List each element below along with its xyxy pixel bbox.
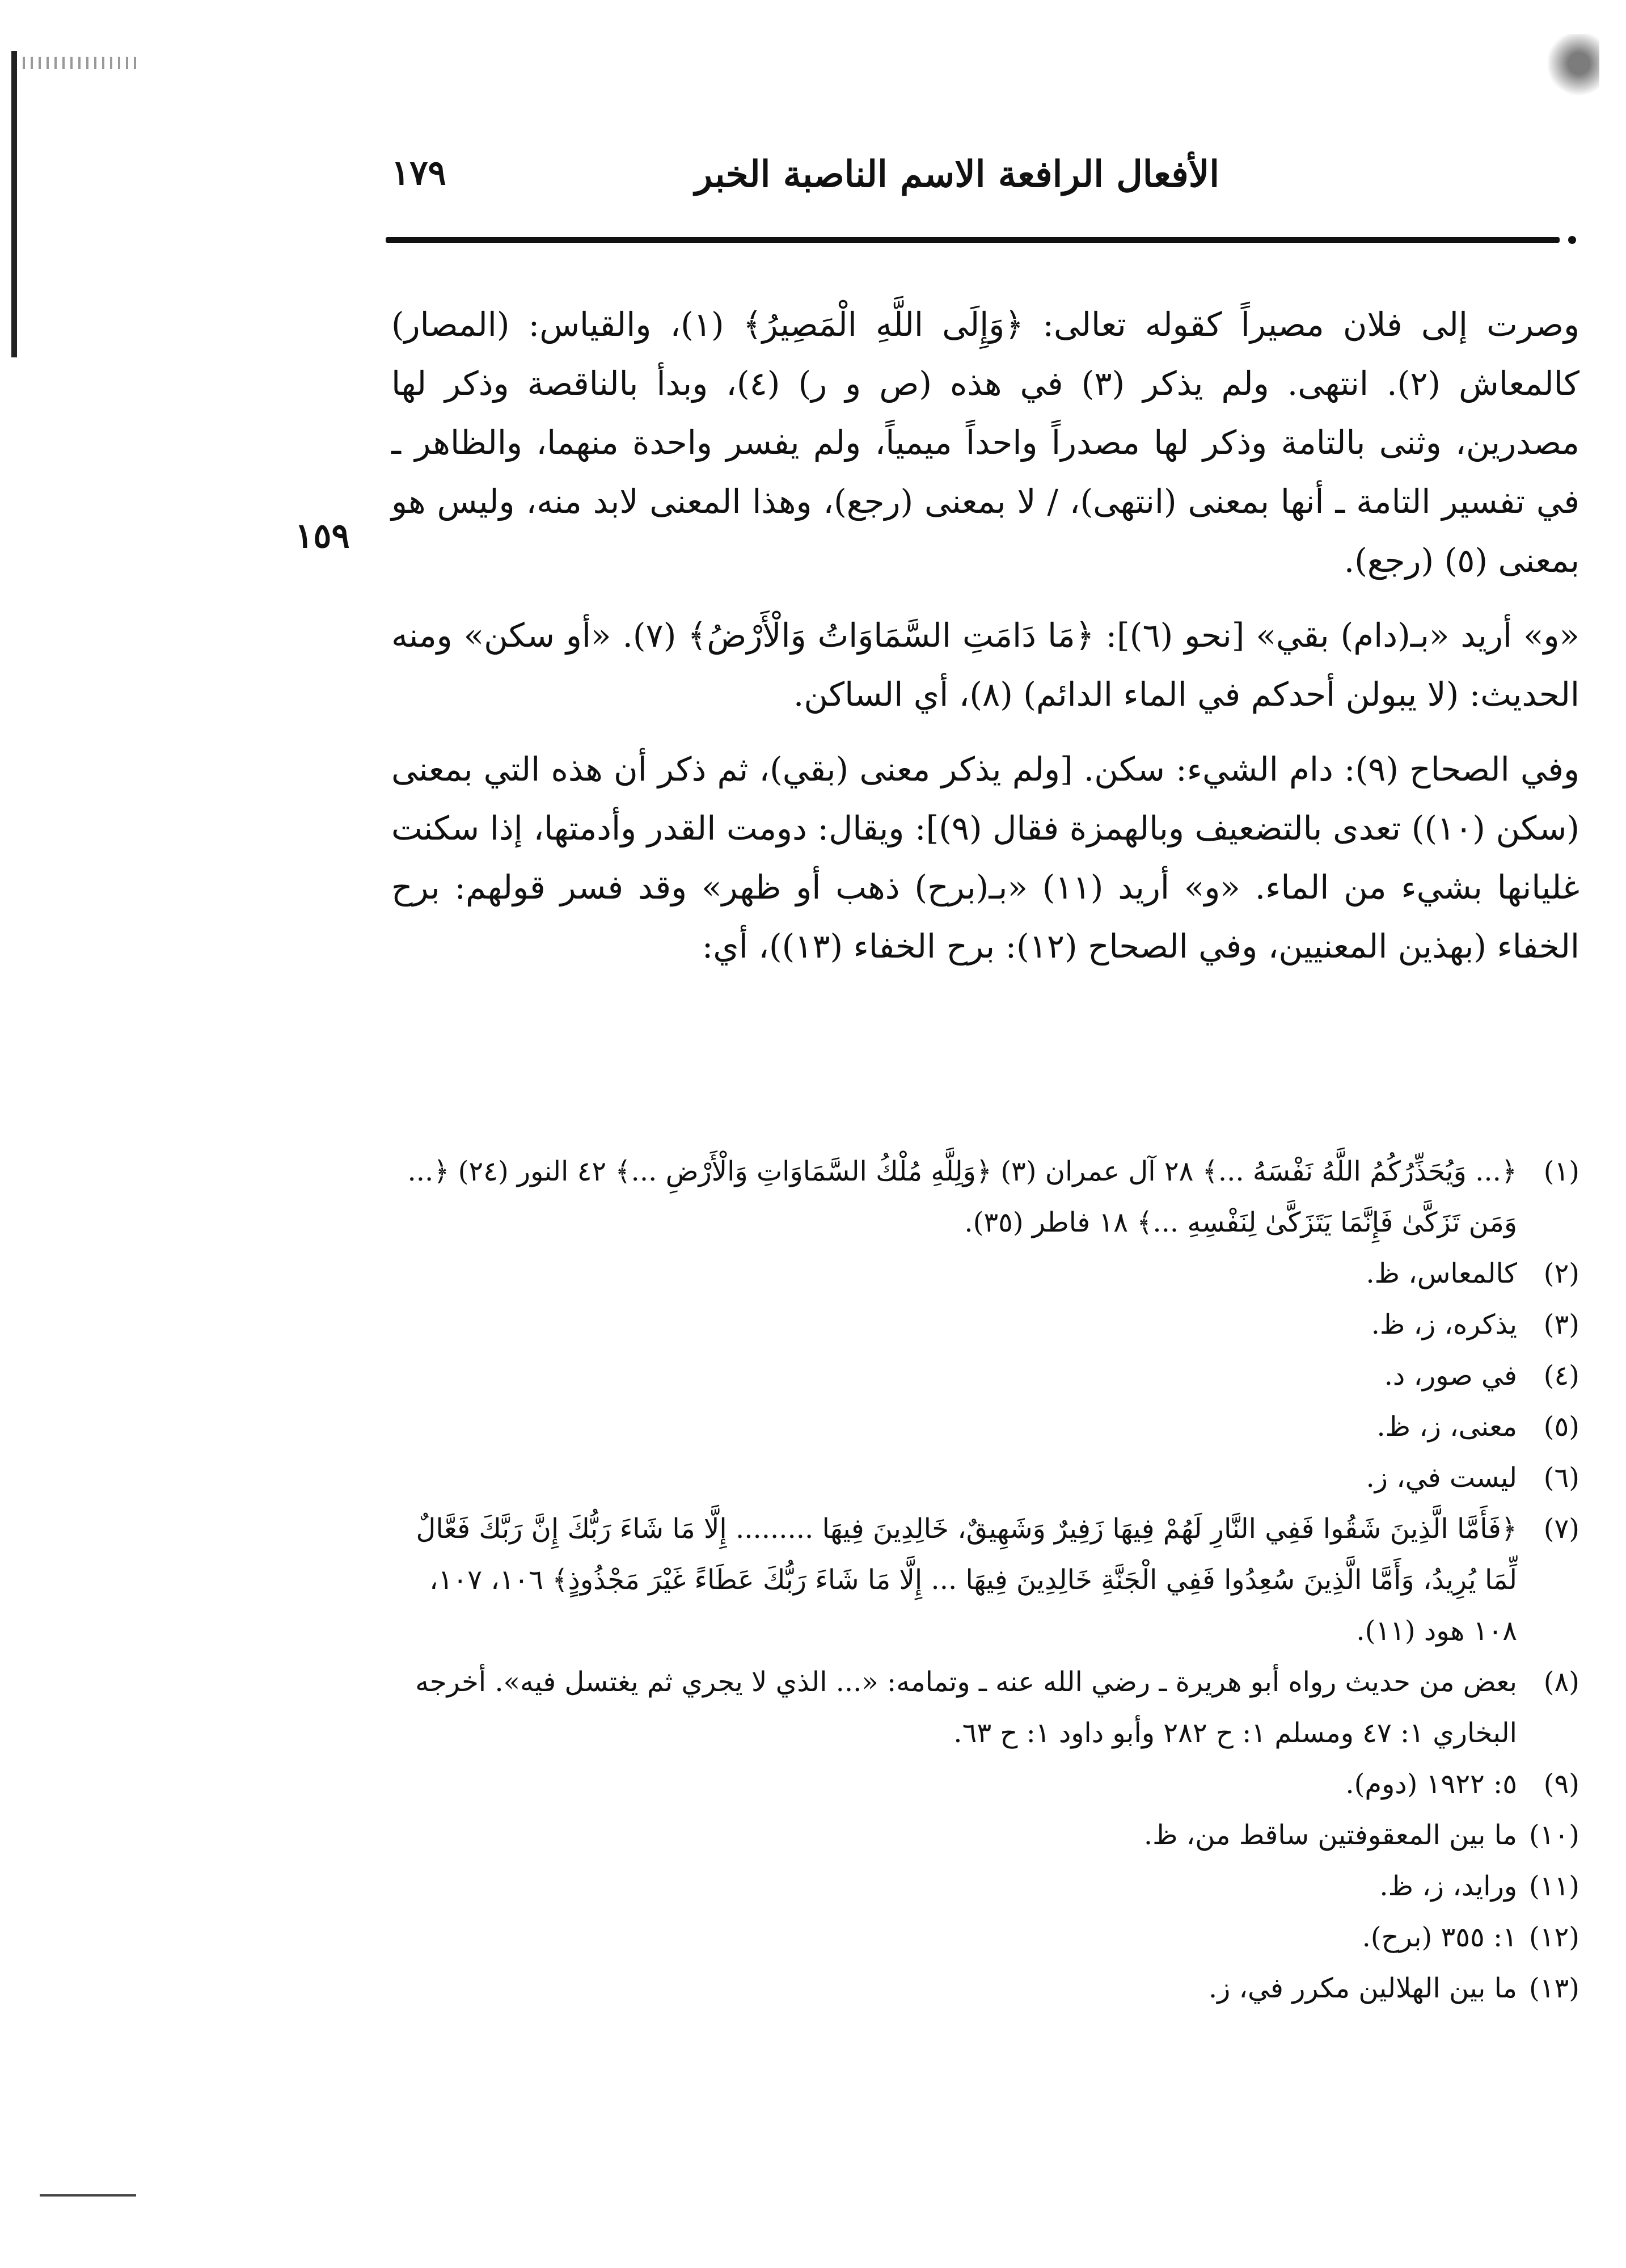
- footnote: [391, 1503, 1579, 1656]
- footnote: [391, 1146, 1579, 1248]
- footnote-text: يذكره، ز، ظ.: [1371, 1309, 1517, 1340]
- page-number: ١٧٩: [391, 153, 446, 193]
- footnote: [391, 1248, 1579, 1299]
- footnote: [391, 1861, 1579, 1912]
- footnote-number: (٩): [1543, 1768, 1579, 1800]
- header-title: الأفعال الرافعة الاسم الناصبة الخبر: [695, 153, 1219, 196]
- footnote: [391, 1759, 1579, 1810]
- footnote: [391, 1912, 1579, 1963]
- footnote-number: (١٣): [1528, 1972, 1579, 2004]
- footnote-text: ليست في، ز.: [1366, 1462, 1517, 1494]
- footnote: [391, 1656, 1579, 1759]
- footnote: [391, 1401, 1579, 1452]
- header-rule: [386, 237, 1560, 243]
- footnote-text: ﴿فَأَمَّا الَّذِينَ شَقُوا فَفِي النَّارِ لَهُمْ فِيهَا زَفِيرٌ وَشَهِيقٌ، خَالِدِينَ فِيهَا ......... إِلَّا مَا شَاءَ رَبُّكَ إِنَّ رَبَّكَ فَعَّالٌ لِّمَا يُرِيدُ، وَأَمَّا الَّذِينَ سُعِدُوا فَفِي الْجَنَّةِ خَالِدِينَ فِيهَا ... إِلَّا مَا شَاءَ رَبُّكَ عَطَاءً غَيْرَ مَجْذُوذٍ﴾ ١٠٦، ١٠٧، ١٠٨ هود (١١).: [416, 1513, 1517, 1647]
- manuscript-margin-number: ١٥٩: [295, 516, 350, 556]
- footnote-text: ما بين الهلالين مكرر في، ز.: [1208, 1972, 1517, 2004]
- footnote-text: في صور، د.: [1384, 1360, 1517, 1392]
- paragraph: «و» أريد «بـ(دام) بقي» [نحو (٦)]: ﴿مَا دَامَتِ السَّمَاوَاتُ وَالْأَرْضُ﴾ (٧). «أو سكن» ومنه الحديث: (لا يبولن أحدكم في الماء الدائم) (٨)، أي الساكن.: [391, 616, 1579, 714]
- footnote: [391, 1350, 1579, 1401]
- running-header: [391, 153, 1219, 216]
- footnote-number: (١): [1543, 1156, 1579, 1187]
- footnote-number: (٥): [1543, 1411, 1579, 1443]
- footnote: [391, 1810, 1579, 1861]
- paragraph: وفي الصحاح (٩): دام الشيء: سكن. [ولم يذكر معنى (بقي)، ثم ذكر أن هذه التي بمعنى (سكن (١٠)) تعدى بالتضعيف وبالهمزة فقال (٩)]: ويقال: دومت القدر وأدمتها، إذا سكنت غليانها بشيء من الماء. «و» أريد (١١) «بـ(برح) ذهب أو ظهر» وقد فسر قولهم: برح الخفاء (بهذين المعنيين، وفي الصحاح (١٢): برح الخفاء (١٣))، أي:: [391, 750, 1580, 966]
- footnote-text: كالمعاس، ظ.: [1366, 1258, 1517, 1289]
- footnotes: [391, 1146, 1579, 2014]
- footnote-number: (٦): [1543, 1462, 1579, 1494]
- footnote-text: ورايد، ز، ظ.: [1379, 1870, 1517, 1902]
- header-rule-end: [1568, 236, 1576, 244]
- paragraph: وصرت إلى فلان مصيراً كقوله تعالى: ﴿وَإِلَى اللَّهِ الْمَصِيرُ﴾ (١)، والقياس: (المصار) كالمعاش (٢). انتهى. ولم يذكر (٣) في هذه (ص و ر) (٤)، وبدأ بالناقصة وذكر لها مصدرين، وثنى بالتامة وذكر لها مصدراً واحداً ميمياً، ولم يفسر واحدة منهما، والظاهر ـ في تفسير التامة ـ أنها بمعنى (انتهى)، / لا بمعنى (رجع)، وهذا المعنى لابد منه، وليس هو بمعنى (٥) (رجع).: [391, 305, 1580, 580]
- footnote-text: ﴿... وَيُحَذِّرُكُمُ اللَّهُ نَفْسَهُ ...﴾ ٢٨ آل عمران (٣) ﴿وَلِلَّهِ مُلْكُ السَّمَاوَاتِ وَالْأَرْضِ ...﴾ ٤٢ النور (٢٤) ﴿... وَمَن تَزَكَّىٰ فَإِنَّمَا يَتَزَكَّىٰ لِنَفْسِهِ ...﴾ ١٨ فاطر (٣٥).: [407, 1156, 1517, 1238]
- footnote-text: ما بين المعقوفتين ساقط من، ظ.: [1143, 1819, 1517, 1851]
- footnote: [391, 1299, 1579, 1350]
- footnote-text: ٥: ١٩٢٢ (دوم).: [1345, 1768, 1517, 1800]
- footnote: [391, 1963, 1579, 2014]
- scan-speckle: [1548, 34, 1599, 108]
- footnote-number: (٤): [1543, 1360, 1579, 1392]
- footnote-number: (١١): [1528, 1870, 1579, 1902]
- footnote-text: ١: ٣٥٥ (برح).: [1362, 1921, 1517, 1953]
- scan-speckle: [23, 57, 142, 69]
- footnote-number: (٨): [1543, 1666, 1579, 1698]
- footnote-number: (١٢): [1528, 1921, 1579, 1953]
- scan-edge-mark: [40, 2194, 136, 2197]
- scan-edge-mark: [11, 51, 17, 357]
- footnote-number: (٢): [1543, 1258, 1579, 1289]
- footnote-number: (٣): [1543, 1309, 1579, 1340]
- main-text: [391, 295, 1579, 992]
- footnote-number: (١٠): [1528, 1819, 1579, 1851]
- footnote-text: معنى، ز، ظ.: [1376, 1411, 1517, 1443]
- footnote-number: (٧): [1543, 1513, 1579, 1545]
- footnote-text: بعض من حديث رواه أبو هريرة ـ رضي الله عنه ـ وتمامه: «... الذي لا يجري ثم يغتسل فيه». أخرجه البخاري ١: ٤٧ ومسلم ١: ح ٢٨٢ وأبو داود ١: ح ٦٣.: [415, 1666, 1517, 1749]
- footnote: [391, 1452, 1579, 1503]
